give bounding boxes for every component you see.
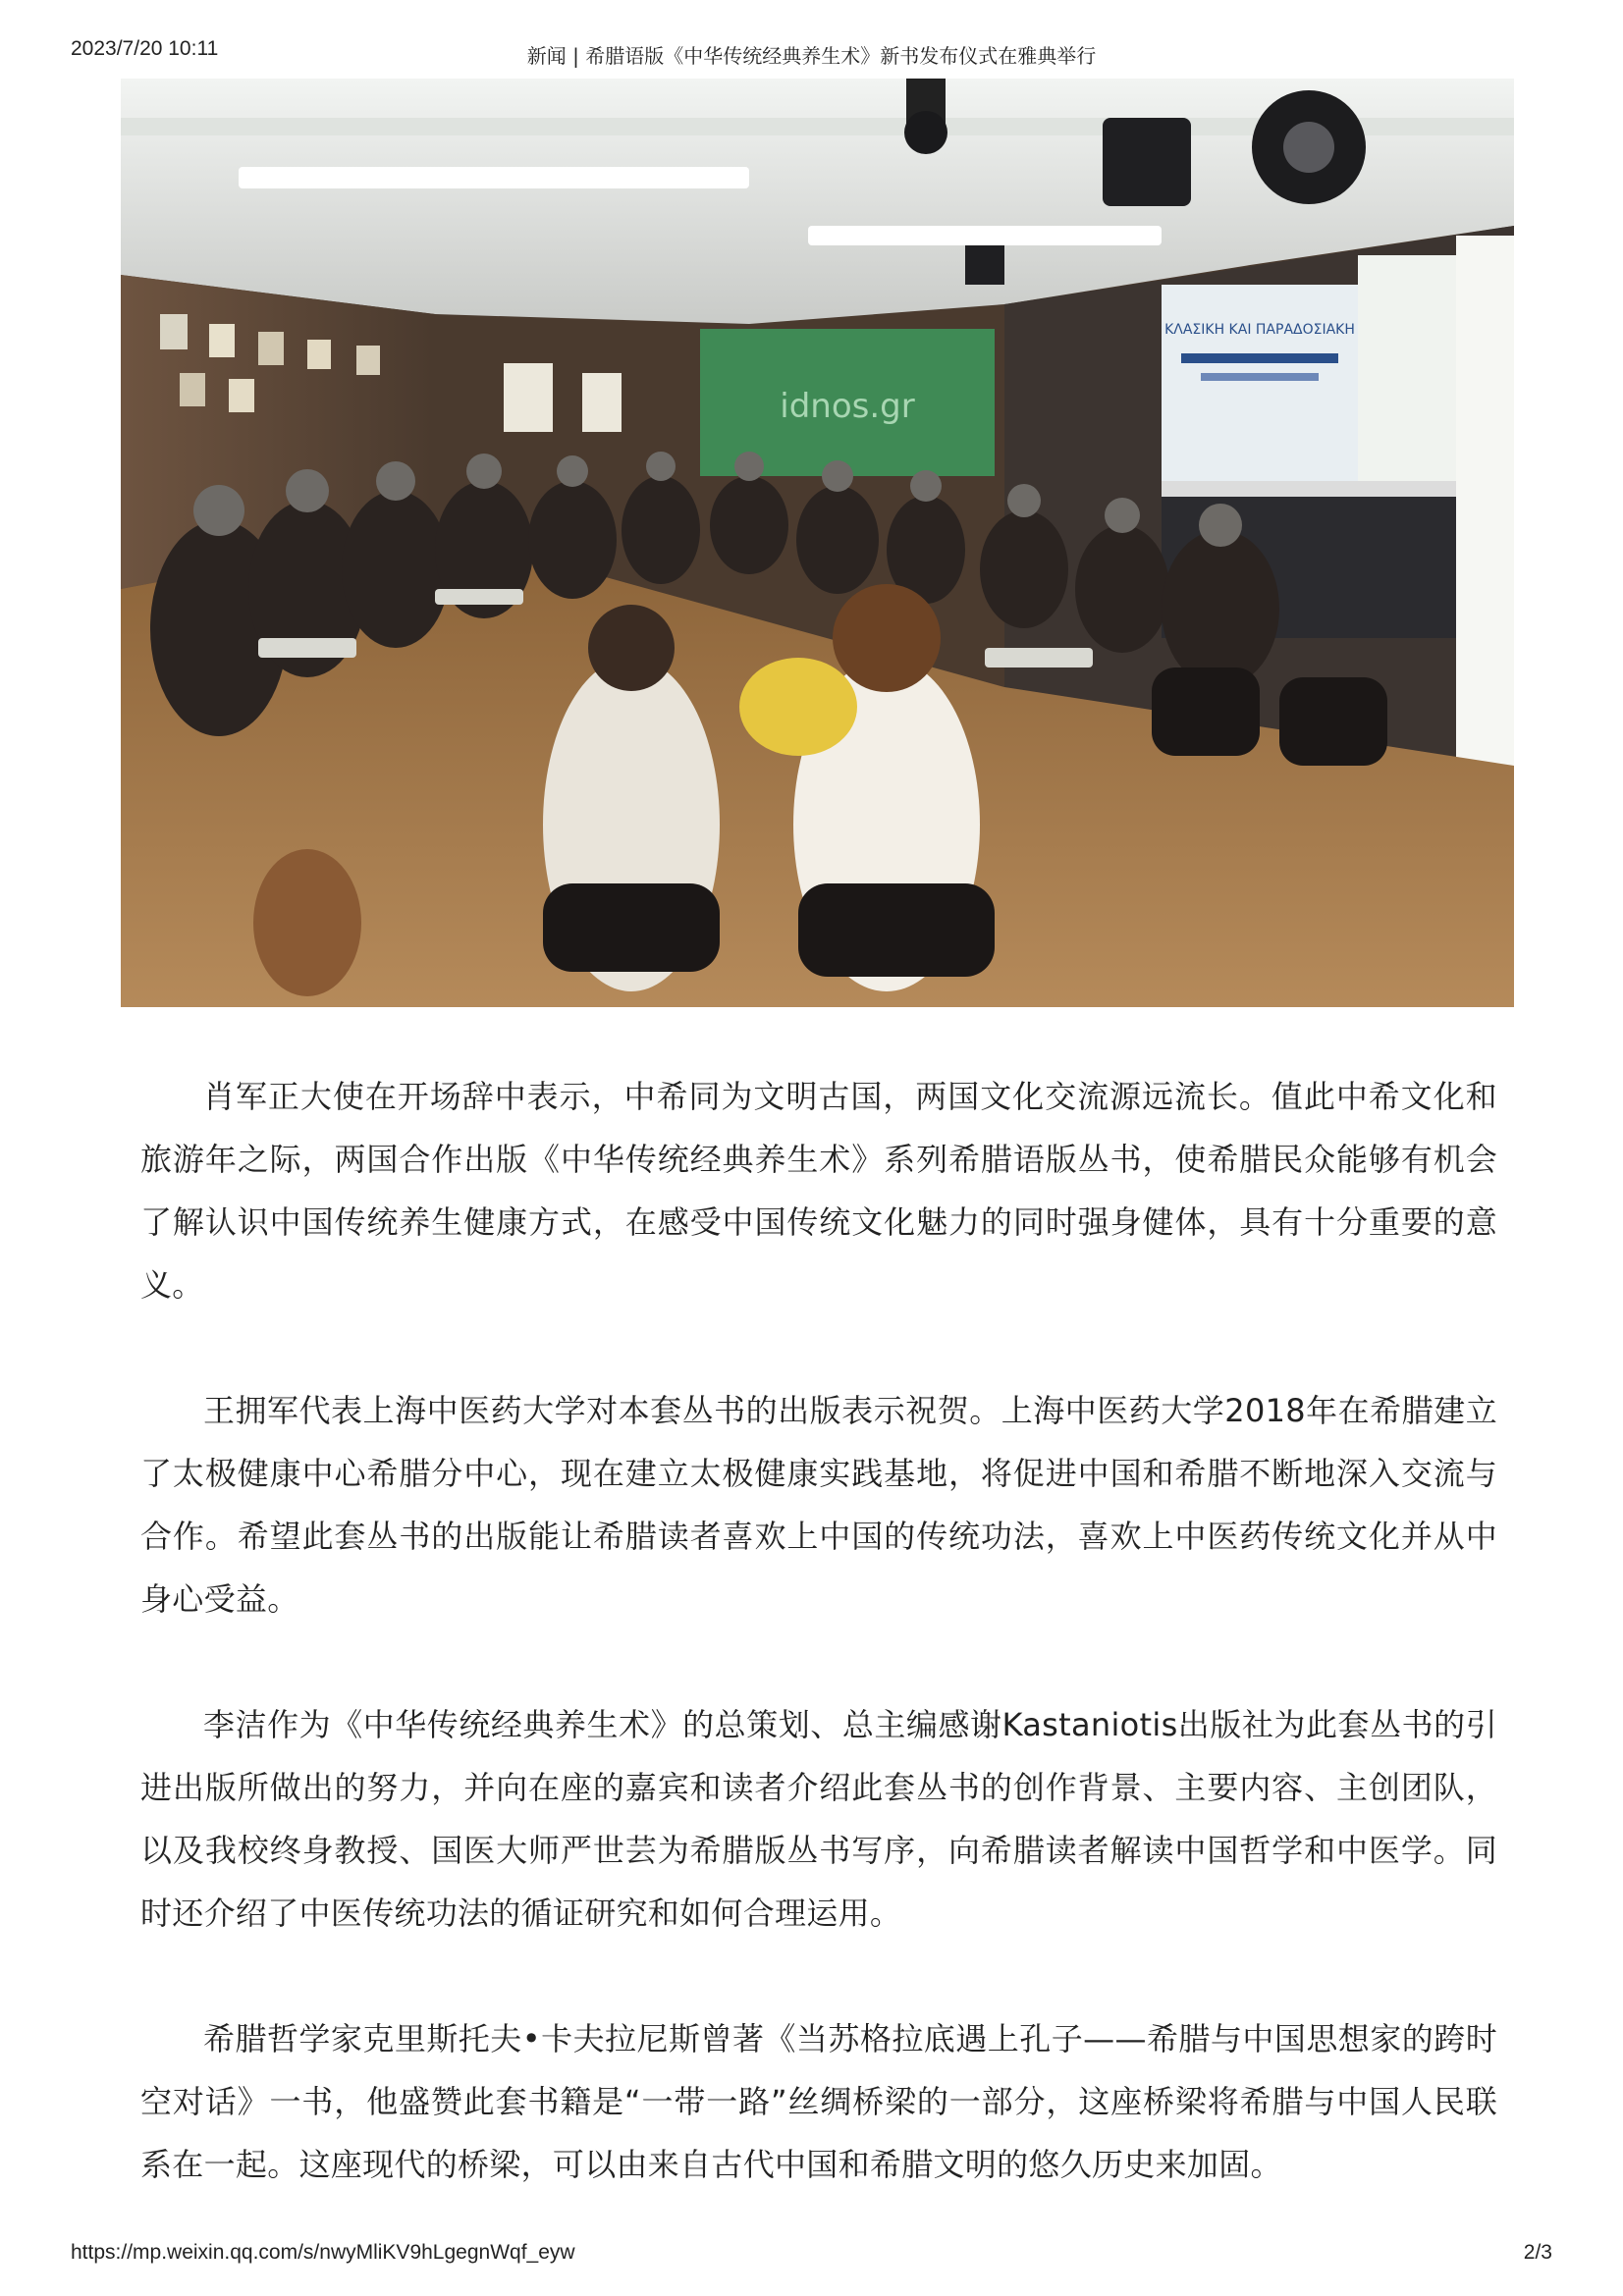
banner-text: ΚΛΑΣΙΚΗ ΚΑΙ ΠΑΡΑΔΟΣΙΑΚΗ — [1164, 322, 1355, 338]
article-body — [140, 1065, 1497, 2259]
event-photo-illustration — [121, 79, 1514, 1007]
article-paragraph: 希腊哲学家克里斯托夫•卡夫拉尼斯曾著《当苏格拉底遇上孔子——希腊与中国思想家的跨时空对话》一书，他盛赞此套书籍是“一带一路”丝绸桥梁的一部分，这座桥梁将希腊与中国人民联系在一起。这座现代的桥梁，可以由来自古代中国和希腊文明的悠久历史来加固。 — [140, 2020, 1497, 2183]
print-header — [71, 37, 1552, 67]
article-paragraph: 李洁作为《中华传统经典养生术》的总策划、总主编感谢Kastaniotis出版社为此套丛书的引进出版所做出的努力，并向在座的嘉宾和读者介绍此套丛书的创作背景、主要内容、主创团队，以及我校终身教授、国医大师严世芸为希腊版丛书写序，向希腊读者解读中国哲学和中医学。同时还介绍了中医传统功法的循证研究和如何合理运用。 — [140, 1706, 1497, 1932]
wall-text: idnos.gr — [780, 387, 915, 426]
article-paragraph: 肖军正大使在开场辞中表示，中希同为文明古国，两国文化交流源远流长。值此中希文化和旅游年之际，两国合作出版《中华传统经典养生术》系列希腊语版丛书，使希腊民众能够有机会了解认识中国传统养生健康方式，在感受中国传统文化魅力的同时强身健体，具有十分重要的意义。 — [140, 1078, 1497, 1304]
page-number: 2/3 — [1523, 2241, 1552, 2264]
article-paragraph: 王拥军代表上海中医药大学对本套丛书的出版表示祝贺。上海中医药大学2018年在希腊建立了太极健康中心希腊分中心，现在建立太极健康实践基地，将促进中国和希腊不断地深入交流与合作。希望此套丛书的出版能让希腊读者喜欢上中国的传统功法，喜欢上中医药传统文化并从中身心受益。 — [140, 1392, 1497, 1618]
print-page-title: 新闻 | 希腊语版《中华传统经典养生术》新书发布仪式在雅典举行 — [526, 44, 1097, 68]
page-url: https://mp.weixin.qq.com/s/nwyMliKV9hLgegnWqf_eyw — [71, 2241, 575, 2264]
print-footer — [71, 2241, 1552, 2270]
event-photo — [121, 79, 1514, 1007]
print-datetime: 2023/7/20 10:11 — [71, 37, 219, 60]
